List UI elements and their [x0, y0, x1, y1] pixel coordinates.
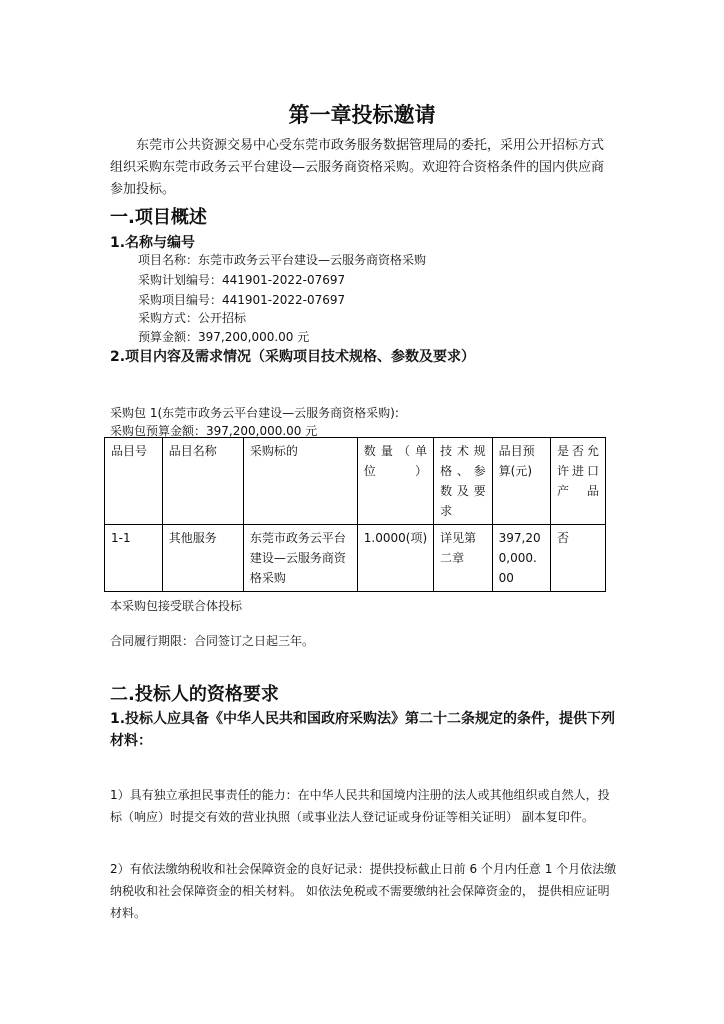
table-cell: 397,200,000.00 — [492, 525, 550, 592]
header-cell: 品目号 — [105, 438, 163, 525]
package-budget-line: 采购包预算金额：397,200,000.00 元 — [110, 424, 318, 438]
header-cell: 数量（单位） — [357, 438, 433, 525]
consortium-note: 本采购包接受联合体投标 — [110, 599, 243, 613]
plan-number-line: 采购计划编号：441901-2022-07697 — [138, 273, 346, 287]
header-cell: 品目预算(元) — [492, 438, 550, 525]
section1-heading: 一.项目概述 — [110, 207, 207, 228]
requirement-2: 2）有依法缴纳税收和社会保障资金的良好记录：提供投标截止日前 6 个月内任意 1 个月依法缴纳税收和社会保障资金的相关材料。 如依法免税或不需要缴纳社会保障资金的， 提供相应证明材料。 — [110, 862, 617, 920]
requirement-1: 1）具有独立承担民事责任的能力：在中华人民共和国境内注册的法人或其他组织或自然人，投标（响应）时提交有效的营业执照（或事业法人登记证或身份证等相关证明） 副本复印件。 — [110, 788, 610, 824]
procurement-method-line: 采购方式：公开招标 — [138, 311, 247, 325]
page-title: 第一章投标邀请 — [288, 103, 436, 127]
intro-paragraph: 东莞市公共资源交易中心受东莞市政务服务数据管理局的委托，采用公开招标方式组织采购东莞市政务云平台建设—云服务商资格采购。欢迎符合资格条件的国内供应商参加投标。 — [110, 138, 605, 197]
header-cell: 是否允许进口产品 — [551, 438, 606, 525]
table-cell: 详见第二章 — [434, 525, 493, 592]
procurement-table — [104, 437, 606, 592]
section2-heading: 二.投标人的资格要求 — [110, 684, 279, 705]
table-cell: 1.0000(项) — [357, 525, 433, 592]
qualification-subheading: 1.投标人应具备《中华人民共和国政府采购法》第二十二条规定的条件，提供下列材料： — [110, 711, 616, 749]
header-cell: 品目名称 — [162, 438, 243, 525]
table-cell: 东莞市政务云平台建设—云服务商资格采购 — [243, 525, 357, 592]
contract-period-note: 合同履行期限：合同签订之日起三年。 — [110, 634, 315, 648]
table-cell: 1-1 — [105, 525, 163, 592]
subsection-content-heading: 2.项目内容及需求情况（采购项目技术规格、参数及要求） — [110, 349, 476, 365]
project-number-line: 采购项目编号：441901-2022-07697 — [138, 293, 346, 307]
table-header-row — [105, 438, 606, 525]
header-cell: 采购标的 — [243, 438, 357, 525]
project-name-line: 项目名称：东莞市政务云平台建设—云服务商资格采购 — [138, 253, 427, 267]
table-cell: 否 — [551, 525, 606, 592]
budget-amount-line: 预算金额：397,200,000.00 元 — [138, 330, 310, 344]
table-cell: 其他服务 — [162, 525, 243, 592]
table-row — [105, 525, 606, 592]
subsection-name-number-heading: 1.名称与编号 — [110, 235, 196, 251]
package-line: 采购包 1(东莞市政务云平台建设—云服务商资格采购): — [110, 406, 399, 420]
header-cell: 技术规格、参数及要求 — [434, 438, 493, 525]
